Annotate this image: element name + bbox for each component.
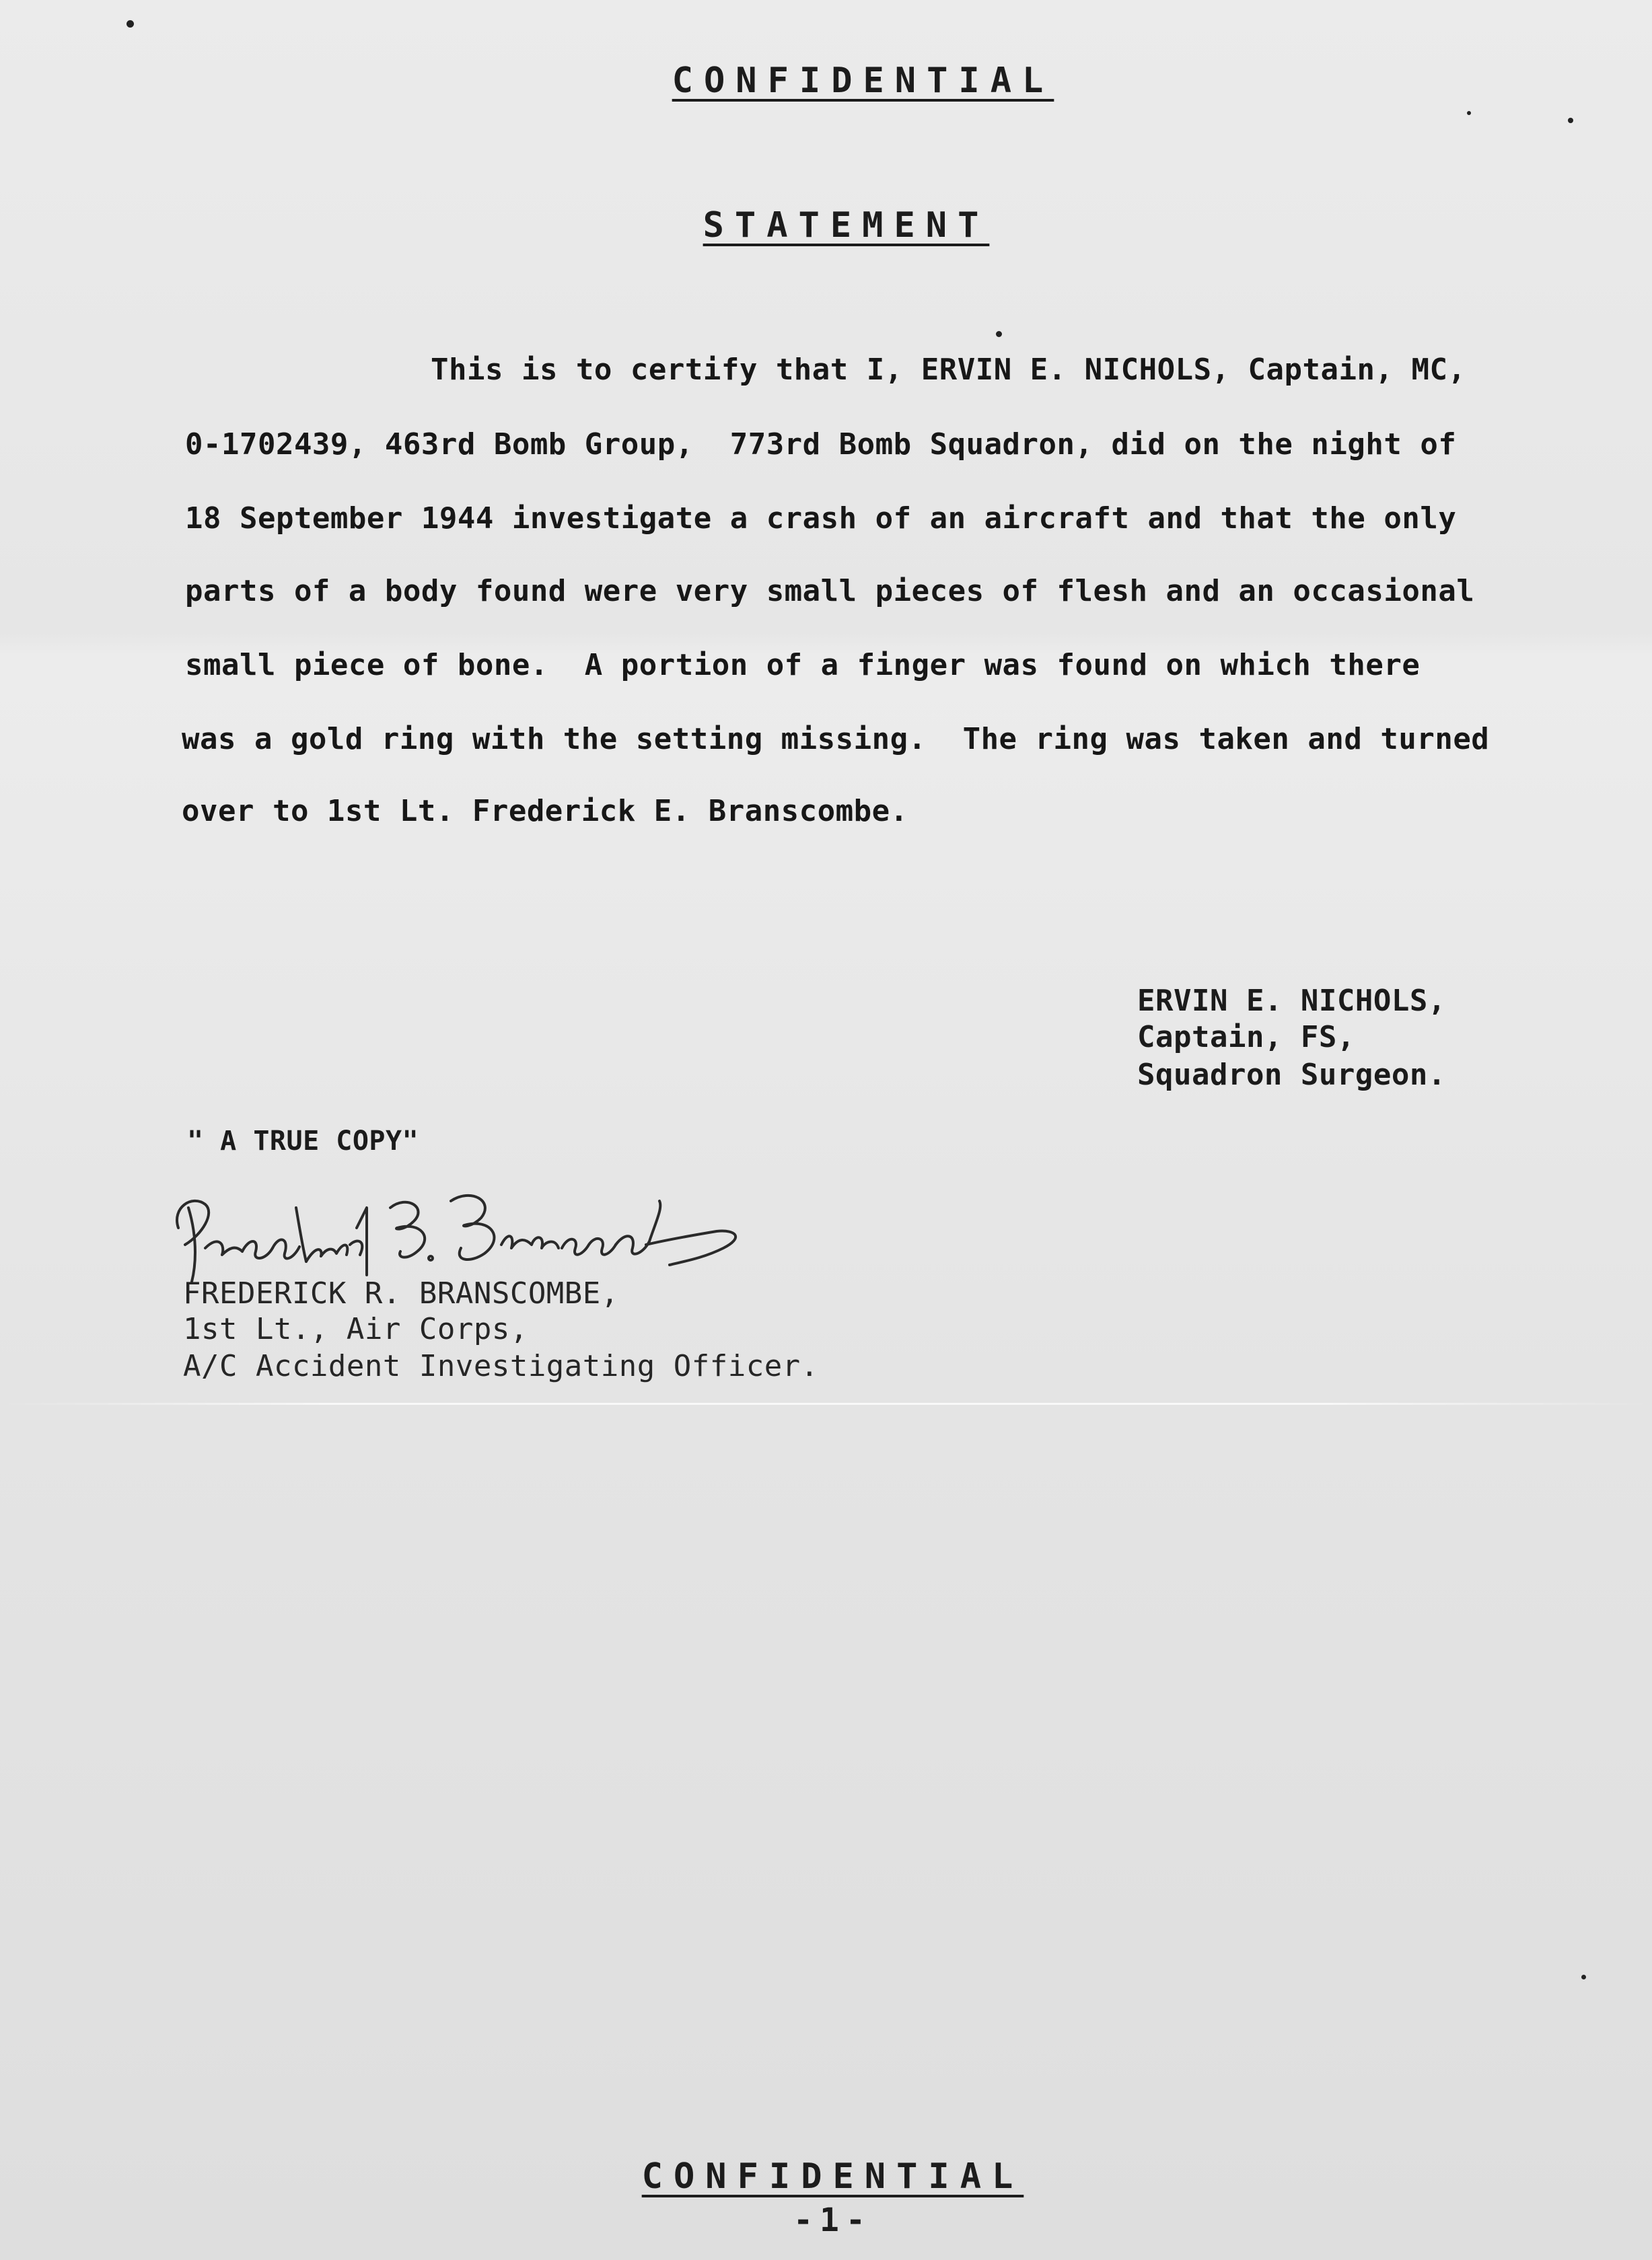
signatory-title: Squadron Surgeon. bbox=[1137, 1058, 1446, 1092]
true-copy-label: " A TRUE COPY" bbox=[187, 1126, 419, 1157]
dust-speck bbox=[996, 331, 1002, 337]
dust-speck bbox=[127, 20, 134, 28]
page-number: -1- bbox=[793, 2201, 872, 2239]
dust-speck bbox=[1581, 1975, 1586, 1979]
statement-line: 18 September 1944 investigate a crash of an aircraft and that the only bbox=[185, 501, 1457, 536]
document-title: STATEMENT bbox=[703, 205, 990, 246]
statement-line: parts of a body found were very small pieces of flesh and an occasional bbox=[185, 574, 1475, 608]
fold-crease bbox=[0, 1403, 1652, 1405]
certifier-title: A/C Accident Investigating Officer. bbox=[183, 1349, 819, 1383]
classification-header: CONFIDENTIAL bbox=[672, 61, 1054, 101]
certifier-name: FREDERICK R. BRANSCOMBE, bbox=[183, 1276, 619, 1311]
certifier-rank: 1st Lt., Air Corps, bbox=[183, 1312, 528, 1346]
statement-line: small piece of bone. A portion of a finger was found on which there bbox=[185, 648, 1421, 682]
statement-line: over to 1st Lt. Frederick E. Branscombe. bbox=[182, 794, 908, 828]
signatory-rank: Captain, FS, bbox=[1137, 1020, 1355, 1054]
statement-line: 0-1702439, 463rd Bomb Group, 773rd Bomb Squadron, did on the night of bbox=[185, 427, 1457, 462]
statement-line: This is to certify that I, ERVIN E. NICHOLS, Captain, MC, bbox=[431, 353, 1466, 387]
classification-footer: CONFIDENTIAL bbox=[641, 2156, 1024, 2197]
signatory-name: ERVIN E. NICHOLS, bbox=[1137, 984, 1446, 1018]
dust-speck bbox=[1568, 118, 1573, 123]
dust-speck bbox=[1467, 111, 1471, 115]
statement-line: was a gold ring with the setting missing. The ring was taken and turned bbox=[182, 722, 1490, 756]
